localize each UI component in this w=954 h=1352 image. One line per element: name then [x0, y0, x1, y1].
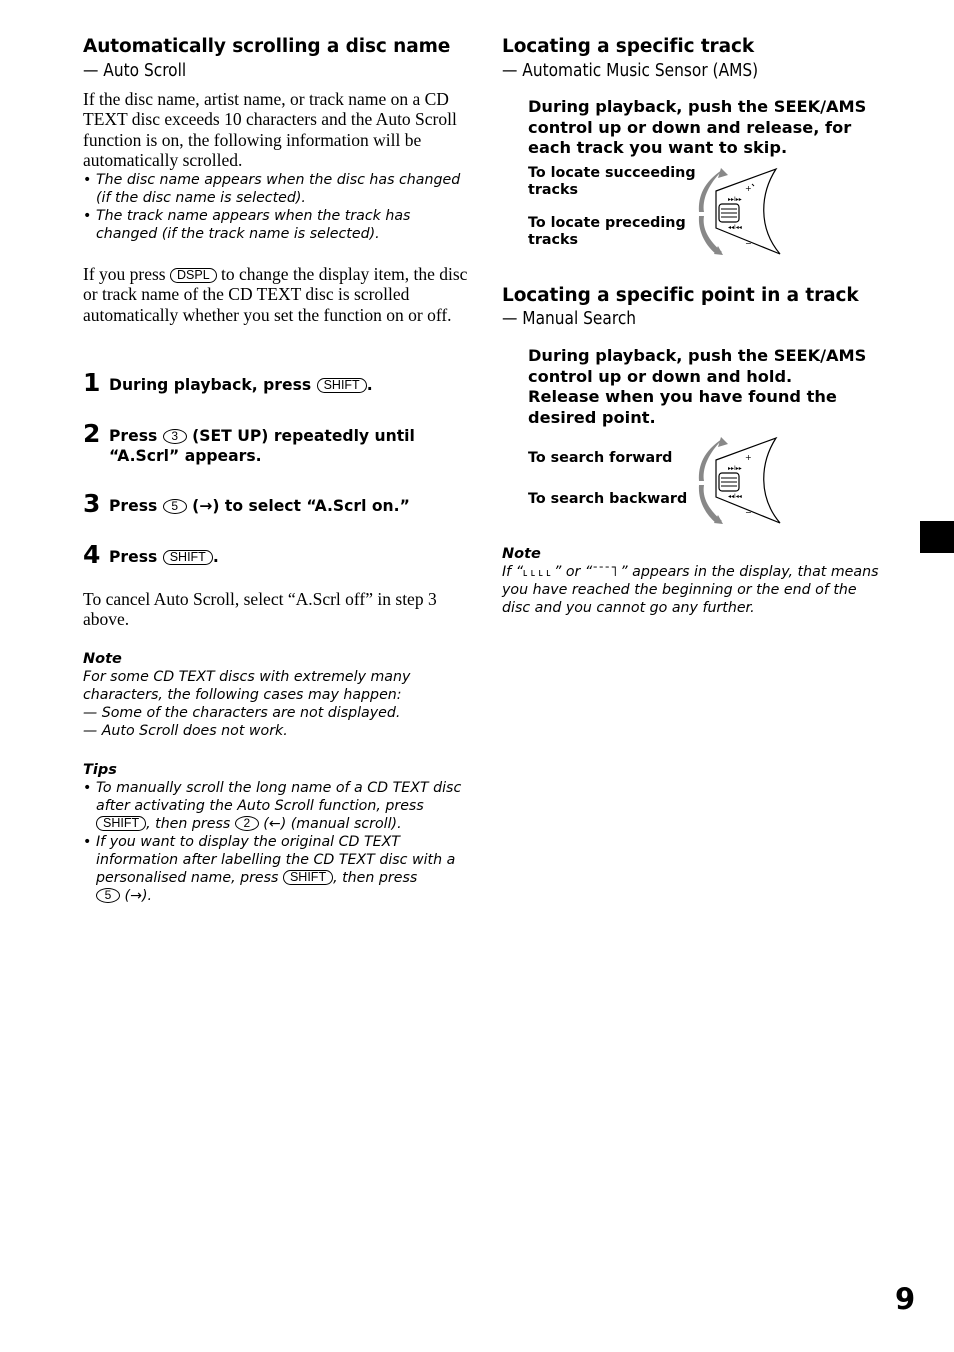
ams-instruction: During playback, push the SEEK/AMS control up or down and release, for each track you want to skip. — [528, 97, 867, 158]
auto-scroll-subheading: — Auto Scroll — [83, 61, 187, 81]
section-tab-marker — [920, 521, 954, 553]
note-title: Note — [83, 651, 122, 667]
shift-key: SHIFT — [96, 816, 146, 831]
ams-label-up: To locate succeeding tracks — [528, 165, 696, 198]
auto-scroll-bullets — [83, 171, 468, 243]
step-number: 1 — [83, 368, 101, 397]
step-text: During playback, press SHIFT . — [109, 376, 373, 394]
number-3-key: 3 — [163, 429, 187, 444]
svg-text:◂◂I◂◂: ◂◂I◂◂ — [728, 224, 742, 231]
svg-text:−: − — [745, 508, 752, 517]
auto-scroll-intro: If the disc name, artist name, or track name on a CD TEXT disc exceeds 10 characters and the Auto Scroll function is on, the following information will be automatically scrolled. — [83, 89, 457, 170]
svg-text:◂◂I◂◂: ◂◂I◂◂ — [728, 493, 742, 500]
ams-subheading: — Automatic Music Sensor (AMS) — [502, 61, 759, 81]
number-5-key: 5 — [163, 499, 187, 514]
dspl-paragraph — [83, 264, 468, 325]
shift-key: SHIFT — [283, 870, 333, 885]
manual-search-release: Release when you have found the desired point. — [528, 387, 837, 427]
display-symbol-low: ˪˪˪˪ — [523, 564, 554, 580]
step-number: 3 — [83, 489, 101, 518]
display-symbol-high: ˥˥˥˥ — [592, 564, 621, 580]
tips-title: Tips — [83, 762, 117, 778]
tip-item: • To manually scroll the long name of a CD TEXT disc after activating the Auto Scroll function, press SHIFT , then press 2 (←) (manual scroll). — [83, 779, 468, 833]
dspl-text-post: to change the display item, the disc or track name of the CD TEXT disc is scrolled automatically whether you set the function on or off. — [83, 264, 468, 325]
tips — [83, 761, 468, 905]
manual-search-heading: Locating a specific point in a track — [502, 285, 859, 306]
bullet-item: • The track name appears when the track has changed (if the track name is selected). — [83, 207, 468, 243]
cancel-paragraph: To cancel Auto Scroll, select “A.Scrl off” in step 3 above. — [83, 589, 437, 630]
shift-key: SHIFT — [163, 550, 213, 565]
note-item: — Some of the characters are not displayed. — [83, 705, 401, 721]
step-text: Press SHIFT . — [109, 548, 219, 566]
note-title: Note — [502, 546, 541, 562]
search-forward-label: To search forward — [528, 450, 673, 466]
search-backward-label: To search backward — [528, 491, 688, 507]
auto-scroll-heading: Automatically scrolling a disc name — [83, 36, 451, 57]
svg-text:+: + — [745, 184, 752, 193]
number-2-key: 2 — [235, 816, 259, 831]
manual-search-instruction: During playback, push the SEEK/AMS control up or down and hold. — [528, 346, 867, 386]
note-item: — Auto Scroll does not work. — [83, 723, 288, 739]
note-body: If “˪˪˪˪” or “˥˥˥˥” appears in the display, that means you have reached the beginning or the end of the disc and you cannot go any further. — [502, 564, 879, 616]
step-number: 2 — [83, 419, 101, 448]
left-note — [83, 650, 468, 740]
bullet-item: • The disc name appears when the disc has changed (if the disc name is selected). — [83, 171, 468, 207]
step-text: Press 3 (SET UP) repeatedly until “A.Scrl” appears. — [109, 427, 415, 466]
svg-text:▸▸I▸▸: ▸▸I▸▸ — [728, 196, 742, 203]
shift-key: SHIFT — [317, 378, 367, 393]
tip-item: • If you want to display the original CD TEXT information after labelling the CD TEXT disc with a personalised name, press SHIFT , then press 5 (→). — [83, 833, 468, 905]
ams-heading: Locating a specific track — [502, 36, 755, 57]
svg-text:−: − — [745, 239, 752, 248]
dspl-key: DSPL — [170, 268, 217, 283]
seek-ams-control-icon — [694, 166, 784, 258]
seek-ams-control-icon — [694, 435, 784, 527]
step-text: Press 5 (→) to select “A.Scrl on.” — [109, 497, 410, 515]
svg-text:▸▸I▸▸: ▸▸I▸▸ — [728, 465, 742, 472]
svg-text:+: + — [745, 453, 752, 462]
note-body: For some CD TEXT discs with extremely many characters, the following cases may happen: — [83, 669, 411, 703]
right-note — [502, 545, 882, 617]
ams-label-down: To locate preceding tracks — [528, 215, 686, 248]
dspl-text-pre: If you press — [83, 264, 166, 284]
number-5-key: 5 — [96, 888, 120, 903]
step-number: 4 — [83, 540, 101, 569]
page-number: 9 — [895, 1282, 916, 1316]
manual-search-subheading: — Manual Search — [502, 309, 637, 329]
